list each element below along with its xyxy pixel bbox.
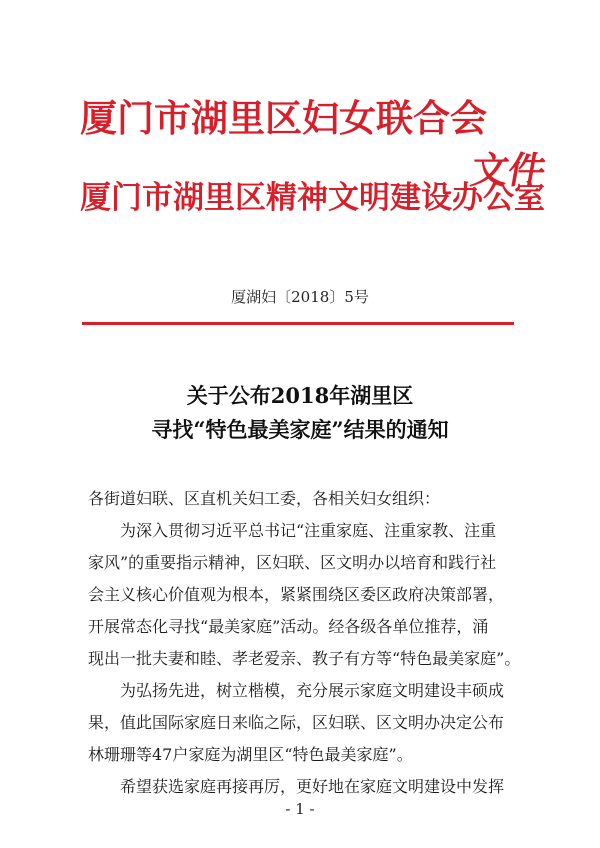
page-number: - 1 - [285,800,315,818]
paragraph-line: 为弘扬先进，树立楷模，充分展示家庭文明建设丰硕成 [120,681,505,700]
paragraph-line: 会主义核心价值观为根本，紧紧围绕区委区政府决策部署， [88,585,505,604]
paragraph-line: 开展常态化寻找“最美家庭”活动。经各级各单位推荐，涌 [88,617,489,636]
red-divider-line [82,322,514,325]
file-label: 文件 [467,149,550,192]
notice-title-line-1: 关于公布2018年湖里区 [186,383,414,408]
paragraph-line: 家风”的重要指示精神，区妇联、区文明办以培育和践行社 [88,553,497,572]
salutation: 各街道妇联、区直机关妇工委，各相关妇女组织： [88,489,441,508]
notice-title-line-2: 寻找“特色最美家庭”结果的通知 [151,417,449,442]
document-number: 厦湖妇〔2018〕5号 [231,288,369,306]
paragraph-line: 为深入贯彻习近平总书记“注重家庭、注重家教、注重 [120,521,497,540]
paragraph-line: 希望获选家庭再接再厉，更好地在家庭文明建设中发挥 [120,777,505,796]
paragraph-line: 现出一批夫妻和睦、孝老爱亲、教子有方等“特色最美家庭”。 [88,649,521,668]
issuer-line-civilization-office: 厦门市湖里区精神文明建设办公室 [80,180,545,216]
paragraph-line: 林珊珊等47户家庭为湖里区“特色最美家庭”。 [88,745,413,764]
paragraph-line: 果，值此国际家庭日来临之际，区妇联、区文明办决定公布 [88,713,505,732]
issuer-line-womens-federation: 厦门市湖里区妇女联合会 [80,97,487,140]
